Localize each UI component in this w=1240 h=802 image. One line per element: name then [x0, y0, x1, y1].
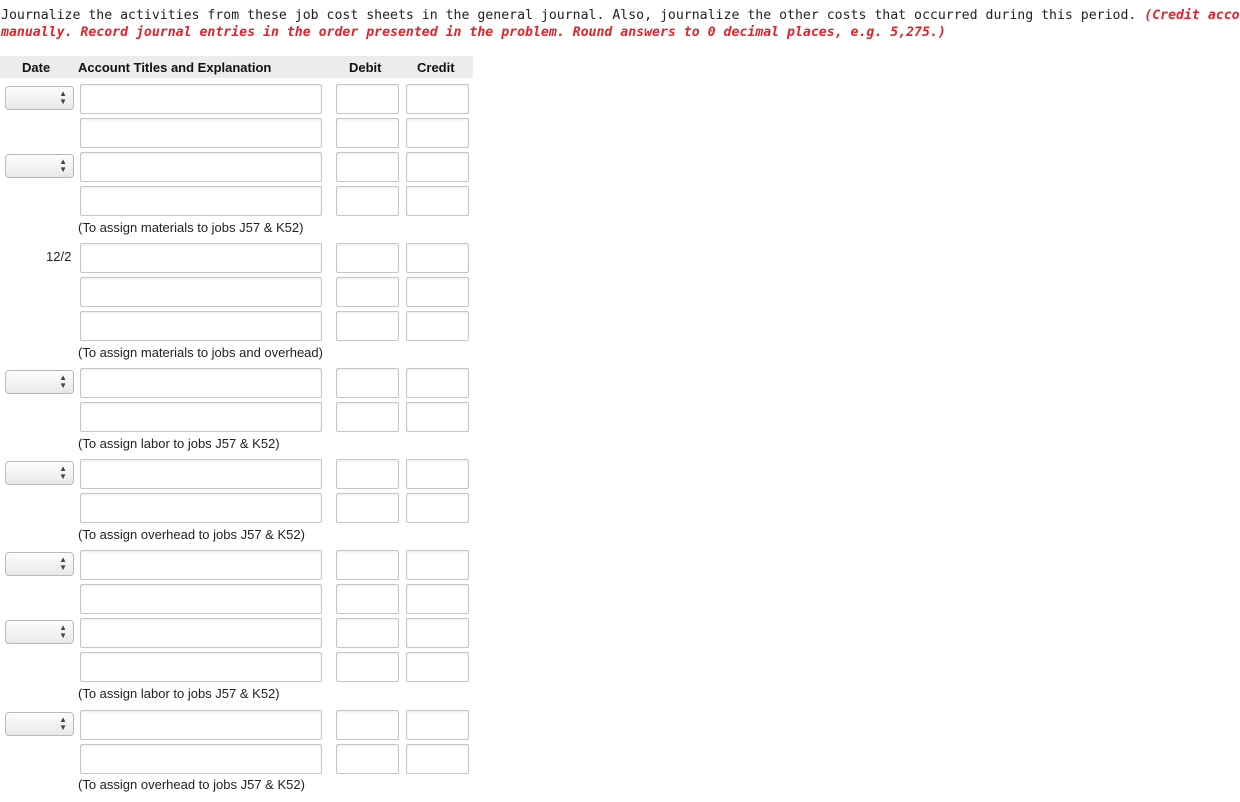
instructions-line-1 [1, 7, 1240, 24]
credit-input[interactable] [406, 618, 469, 648]
select-arrows-icon: ▲ ▼ [59, 157, 67, 174]
credit-input[interactable] [406, 459, 469, 489]
select-arrows-icon: ▲ ▼ [59, 89, 67, 106]
credit-input[interactable] [406, 710, 469, 740]
debit-input[interactable] [336, 618, 399, 648]
header-account: Account Titles and Explanation [78, 60, 272, 75]
instructions [1, 7, 1240, 41]
credit-input[interactable] [406, 243, 469, 273]
debit-input[interactable] [336, 186, 399, 216]
credit-input[interactable] [406, 277, 469, 307]
account-title-input[interactable] [80, 402, 322, 432]
credit-input[interactable] [406, 744, 469, 774]
debit-input[interactable] [336, 152, 399, 182]
debit-input[interactable] [336, 118, 399, 148]
account-title-input[interactable] [80, 584, 322, 614]
account-title-input[interactable] [80, 243, 322, 273]
date-select[interactable] [5, 620, 74, 644]
date-select[interactable] [5, 712, 74, 736]
credit-input[interactable] [406, 493, 469, 523]
account-title-input[interactable] [80, 368, 322, 398]
entry-explanation: (To assign overhead to jobs J57 & K52) [78, 527, 305, 542]
date-select[interactable] [5, 154, 74, 178]
account-title-input[interactable] [80, 152, 322, 182]
debit-input[interactable] [336, 402, 399, 432]
select-arrows-icon: ▲ ▼ [59, 373, 67, 390]
entry-explanation: (To assign labor to jobs J57 & K52) [78, 686, 280, 701]
instructions-text: Journalize the activities from these job cost sheets in the general journal. Also, journalize the other costs that occurred during this period. [1, 8, 1145, 23]
date-select[interactable] [5, 552, 74, 576]
header-credit: Credit [417, 60, 455, 75]
credit-input[interactable] [406, 550, 469, 580]
date-select[interactable] [5, 370, 74, 394]
account-title-input[interactable] [80, 459, 322, 489]
entry-explanation: (To assign materials to jobs and overhead) [78, 345, 323, 360]
header-date: Date [22, 60, 51, 75]
credit-input[interactable] [406, 402, 469, 432]
entry-date: 12/2 [46, 249, 72, 264]
account-title-input[interactable] [80, 84, 322, 114]
debit-input[interactable] [336, 744, 399, 774]
account-title-input[interactable] [80, 652, 322, 682]
debit-input[interactable] [336, 311, 399, 341]
credit-input[interactable] [406, 652, 469, 682]
account-title-input[interactable] [80, 618, 322, 648]
debit-input[interactable] [336, 84, 399, 114]
account-title-input[interactable] [80, 311, 322, 341]
select-arrows-icon: ▲ ▼ [59, 464, 67, 481]
instructions-red-text: (Credit acco [1144, 8, 1240, 23]
credit-input[interactable] [406, 118, 469, 148]
debit-input[interactable] [336, 368, 399, 398]
credit-input[interactable] [406, 368, 469, 398]
select-arrows-icon: ▲ ▼ [59, 555, 67, 572]
entry-explanation: (To assign materials to jobs J57 & K52) [78, 220, 304, 235]
debit-input[interactable] [336, 652, 399, 682]
credit-input[interactable] [406, 84, 469, 114]
debit-input[interactable] [336, 459, 399, 489]
account-title-input[interactable] [80, 277, 322, 307]
credit-input[interactable] [406, 311, 469, 341]
account-title-input[interactable] [80, 186, 322, 216]
credit-input[interactable] [406, 152, 469, 182]
header-debit: Debit [349, 60, 382, 75]
debit-input[interactable] [336, 243, 399, 273]
select-arrows-icon: ▲ ▼ [59, 623, 67, 640]
debit-input[interactable] [336, 710, 399, 740]
select-arrows-icon: ▲ ▼ [59, 715, 67, 732]
instructions-line-2: manually. Record journal entries in the order presented in the problem. Round answers to 0 decimal places, e.g. 5,275.) [1, 25, 946, 40]
account-title-input[interactable] [80, 493, 322, 523]
debit-input[interactable] [336, 584, 399, 614]
debit-input[interactable] [336, 493, 399, 523]
date-select[interactable] [5, 461, 74, 485]
entry-explanation: (To assign labor to jobs J57 & K52) [78, 436, 280, 451]
account-title-input[interactable] [80, 710, 322, 740]
account-title-input[interactable] [80, 550, 322, 580]
credit-input[interactable] [406, 186, 469, 216]
date-select[interactable] [5, 86, 74, 110]
credit-input[interactable] [406, 584, 469, 614]
debit-input[interactable] [336, 550, 399, 580]
account-title-input[interactable] [80, 744, 322, 774]
debit-input[interactable] [336, 277, 399, 307]
account-title-input[interactable] [80, 118, 322, 148]
entry-explanation: (To assign overhead to jobs J57 & K52) [78, 777, 305, 792]
